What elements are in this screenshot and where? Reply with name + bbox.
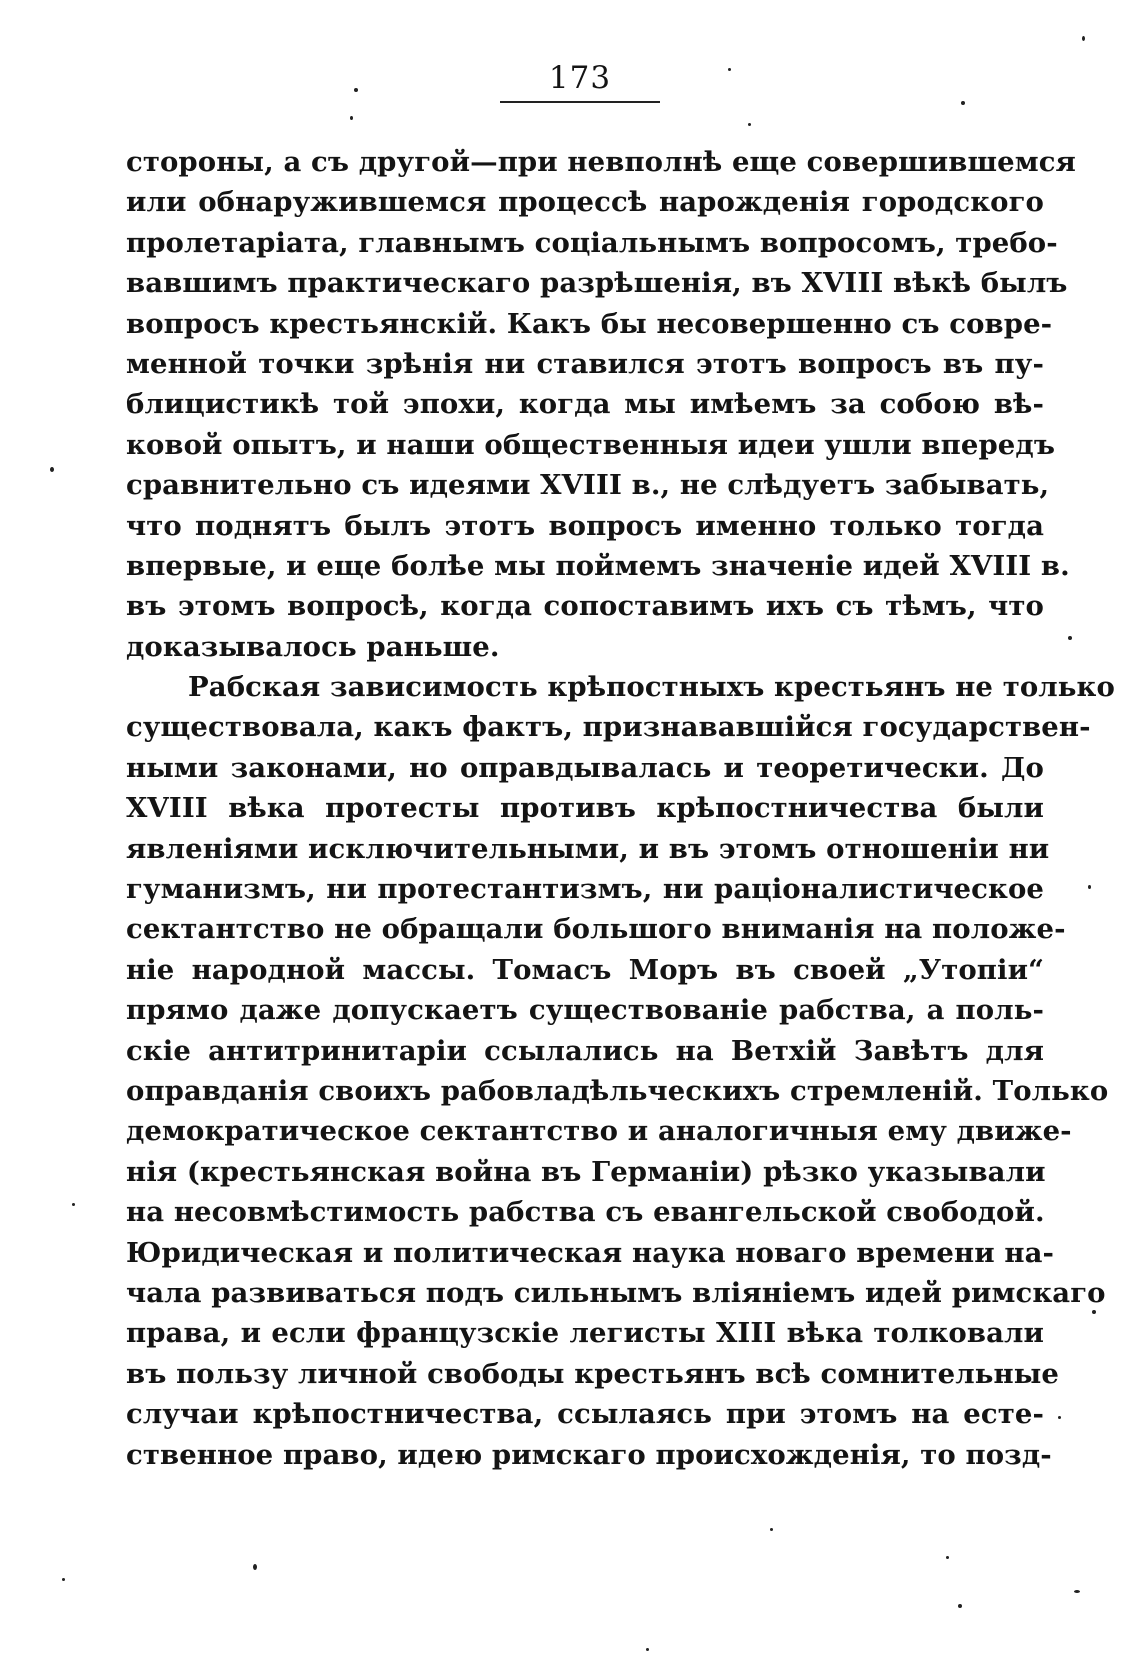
text-line: въ пользу личной свободы крестьянъ всѣ сомнительные [126, 1357, 1060, 1390]
scan-speck [1088, 885, 1091, 889]
scan-speck [50, 467, 54, 472]
paragraph-1 [126, 142, 1076, 667]
text-line: блицистикѣ той эпохи, когда мы имѣемъ за собою вѣ- [126, 388, 1044, 421]
scan-speck [728, 68, 731, 71]
scan-speck [1058, 1416, 1061, 1419]
text-line: пролетаріата, главнымъ соціальнымъ вопросомъ, требо- [126, 226, 1058, 259]
scan-speck [72, 1203, 75, 1206]
text-line: существовала, какъ фактъ, признававшійся государствен- [126, 711, 1091, 744]
text-line: прямо даже допускаетъ существованіе рабства, а поль- [126, 994, 1044, 1027]
text-line: оправданія своихъ рабовладѣльческихъ стремленій. Только [126, 1074, 1109, 1107]
text-line: въ этомъ вопросѣ, когда сопоставимъ ихъ съ тѣмъ, что [126, 590, 1044, 623]
text-line: Рабская зависимость крѣпостныхъ крестьянъ не только [188, 671, 1115, 704]
scan-speck [354, 88, 358, 92]
scan-speck [946, 1556, 949, 1559]
text-line: вавшимъ практическаго разрѣшенія, въ XVIII вѣкѣ былъ [126, 267, 1068, 300]
text-line: сектантство не обращали большого вниманія на положе- [126, 913, 1066, 946]
paragraph-2 [126, 667, 1115, 1475]
text-line: ственное право, идею римскаго происхожденія, то позд- [126, 1438, 1052, 1471]
text-line: или обнаружившемся процессѣ нарожденія городского [126, 186, 1044, 219]
text-line: ніе народной массы. Томасъ Моръ въ своей „Утопіи“ [126, 953, 1044, 986]
scan-speck [1092, 1310, 1096, 1314]
scan-speck [62, 1578, 65, 1581]
page-number-rule [500, 101, 660, 103]
text-line: на несовмѣстимость рабства съ евангельской свободой. [126, 1196, 1045, 1229]
text-line: гуманизмъ, ни протестантизмъ, ни раціоналистическое [126, 873, 1044, 906]
scan-speck [253, 1564, 257, 1570]
scan-speck [961, 101, 965, 105]
text-line: нія (крестьянская война въ Германіи) рѣзко указывали [126, 1155, 1046, 1188]
text-line: Юридическая и политическая наука новаго времени на- [126, 1236, 1055, 1269]
text-line: чала развиваться подъ сильнымъ вліяніемъ идей римскаго [126, 1276, 1106, 1309]
scan-speck [958, 1604, 962, 1608]
text-line: XVIII вѣка протесты противъ крѣпостничества были [126, 792, 1044, 825]
text-line: ковой опытъ, и наши общественныя идеи ушли впередъ [126, 428, 1056, 461]
page-number: 173 [548, 60, 612, 96]
scan-speck [646, 1648, 649, 1651]
text-line: явленіями исключительными, и въ этомъ отношеніи ни [126, 832, 1050, 865]
text-line: доказывалось раньше. [126, 630, 500, 663]
text-line: впервые, и еще болѣе мы поймемъ значеніе идей XVIII в. [126, 549, 1070, 582]
body-text [126, 142, 1115, 1475]
text-line: случаи крѣпостничества, ссылаясь при этомъ на есте- [126, 1398, 1044, 1431]
scan-speck [1068, 636, 1072, 640]
text-line: демократическое сектантство и аналогичныя ему движе- [126, 1115, 1072, 1148]
scan-speck [1082, 36, 1085, 41]
text-line: вопросъ крестьянскій. Какъ бы несовершенно съ совре- [126, 307, 1053, 340]
text-line: ными законами, но оправдывалась и теоретически. До [126, 751, 1044, 784]
text-line: что поднятъ былъ этотъ вопросъ именно только тогда [126, 509, 1044, 542]
text-line: скіе антитринитаріи ссылались на Ветхій Завѣтъ для [126, 1034, 1044, 1067]
text-line: сравнительно съ идеями XVIII в., не слѣдуетъ забывать, [126, 469, 1050, 502]
scan-speck [770, 1528, 773, 1531]
text-line: права, и если французскіе легисты XIII вѣка толковали [126, 1317, 1044, 1350]
text-line: менной точки зрѣнія ни ставился этотъ вопросъ въ пу- [126, 347, 1044, 380]
scan-speck [748, 123, 751, 126]
scan-speck [350, 116, 353, 120]
text-line: стороны, а съ другой—при невполнѣ еще совершившемся [126, 146, 1076, 178]
scan-speck [1074, 1590, 1080, 1593]
